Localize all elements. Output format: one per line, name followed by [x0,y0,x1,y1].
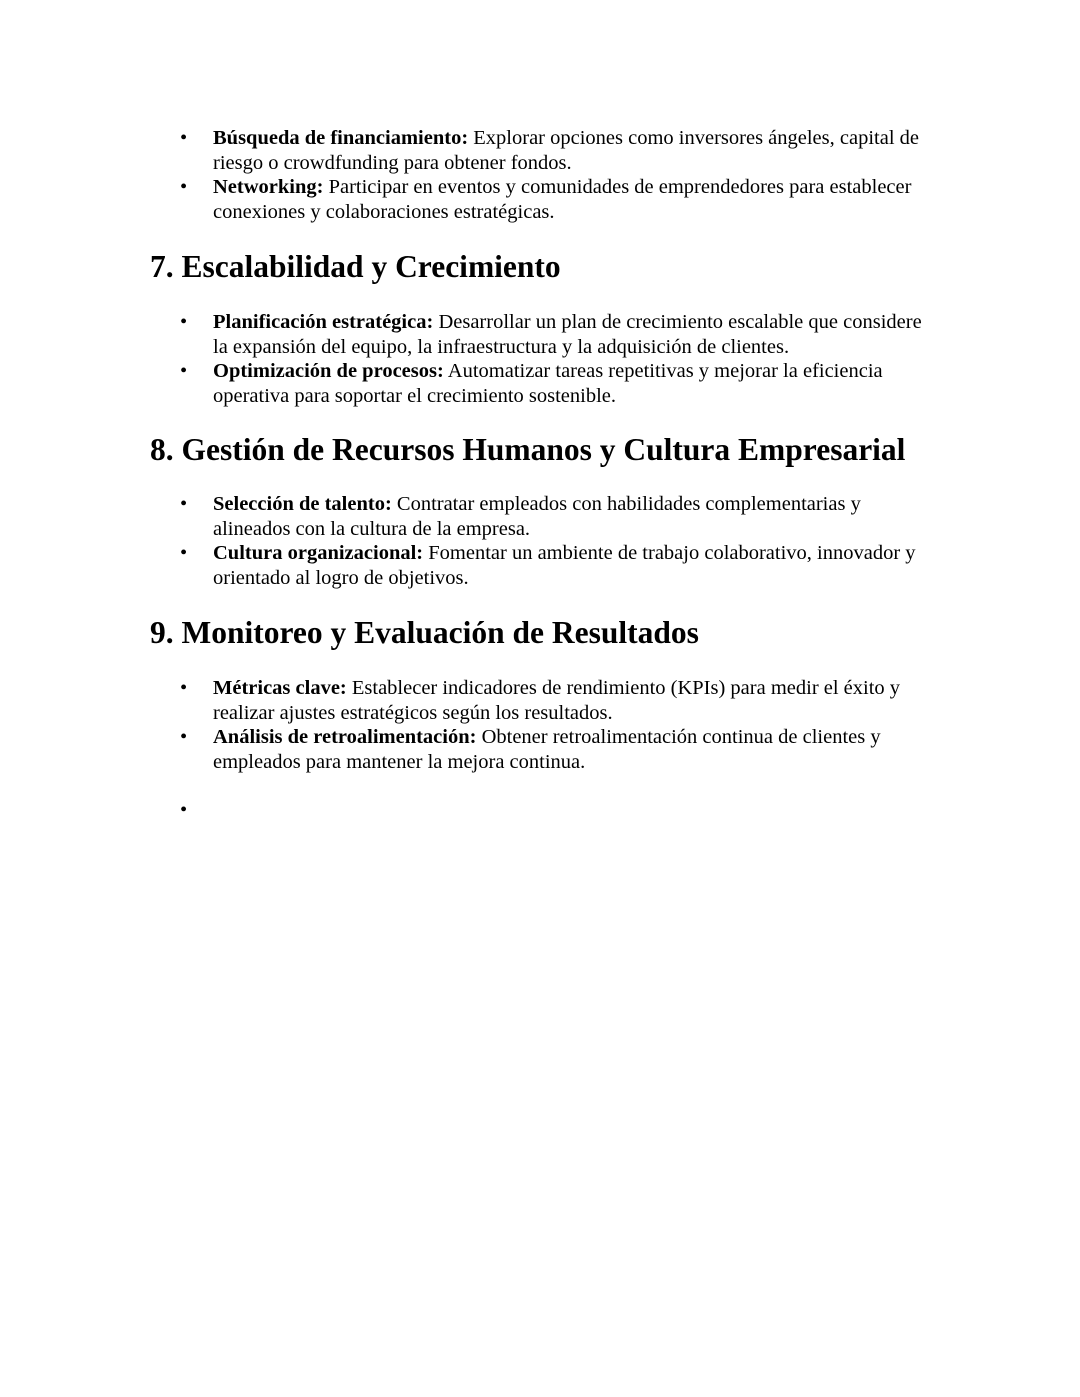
item-term: Optimización de procesos: [213,360,444,382]
bullet-list-financing [150,126,940,224]
item-term: Búsqueda de financiamiento: [213,127,469,149]
list-item [150,126,940,175]
bullet-list-monitoring [150,676,940,774]
section-heading-monitoring: 9. Monitoreo y Evaluación de Resultados [150,615,699,650]
list-item [150,310,940,359]
item-text: Automatizar tareas repetitivas y mejorar la eficiencia operativa para soportar el crecimiento sostenible. [213,360,883,407]
item-text: Participar en eventos y comunidades de emprendedores para establecer conexiones y colaboraciones estratégicas. [213,176,912,223]
list-item [150,175,940,224]
item-text: Fomentar un ambiente de trabajo colaborativo, innovador y orientado al logro de objetivos. [213,542,916,589]
item-term: Métricas clave: [213,677,347,699]
bullet-icon: • [180,176,188,198]
item-term: Planificación estratégica: [213,311,434,333]
list-item [150,676,940,725]
bullet-icon: • [180,493,188,515]
item-term: Selección de talento: [213,493,392,515]
item-text: Contratar empleados con habilidades complementarias y alineados con la cultura de la empresa. [213,493,861,540]
bullet-icon: • [180,799,188,821]
section-heading-scalability: 7. Escalabilidad y Crecimiento [150,249,561,284]
bullet-icon: • [180,360,188,382]
item-text: Obtener retroalimentación continua de clientes y empleados para mantener la mejora continua. [213,726,881,773]
item-term: Cultura organizacional: [213,542,424,564]
bullet-icon: • [180,542,188,564]
section-heading-human-resources: 8. Gestión de Recursos Humanos y Cultura Empresarial [150,432,906,467]
bullet-icon: • [180,127,188,149]
list-item-empty [150,798,940,823]
list-item [150,725,940,774]
list-item [150,359,940,408]
item-term: Análisis de retroalimentación: [213,726,477,748]
item-text: Establecer indicadores de rendimiento (KPIs) para medir el éxito y realizar ajustes estratégicos según los resultados. [213,677,901,724]
bullet-list-human-resources [150,492,940,590]
item-text: Desarrollar un plan de crecimiento escalable que considere la expansión del equipo, la infraestructura y la adquisición de clientes. [213,311,922,358]
bullet-icon: • [180,311,188,333]
bullet-icon: • [180,677,188,699]
list-item [150,492,940,541]
bullet-list-scalability [150,310,940,408]
list-item [150,541,940,590]
item-term: Networking: [213,176,324,198]
bullet-list-empty [150,798,940,823]
item-text: Explorar opciones como inversores ángeles, capital de riesgo o crowdfunding para obtener fondos. [213,127,919,174]
bullet-icon: • [180,726,188,748]
